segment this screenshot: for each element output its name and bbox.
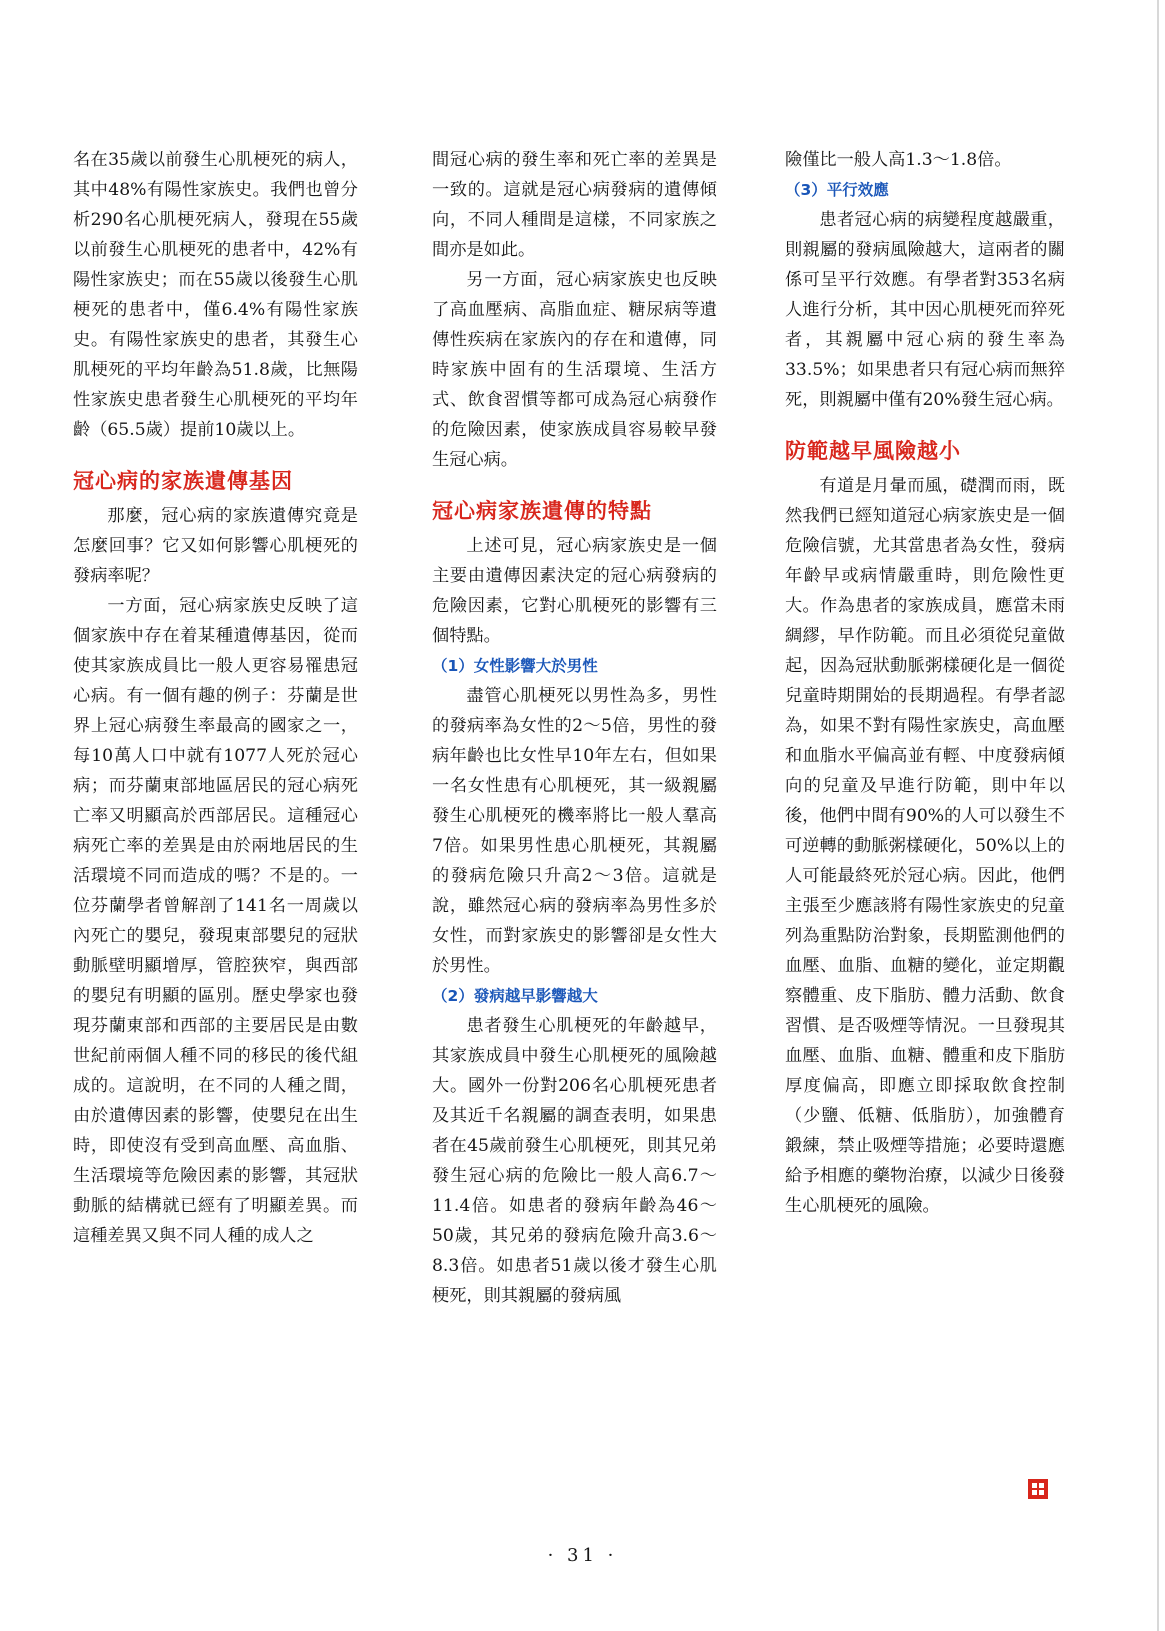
section-heading: 冠心病的家族遺傳基因	[73, 469, 293, 493]
scan-edge	[1157, 0, 1159, 1631]
section-gap	[785, 415, 1065, 431]
body-paragraph: 間冠心病的發生率和死亡率的差異是一致的。這就是冠心病發病的遺傳傾向，不同人種間是這樣，不同家族之間亦是如此。	[432, 150, 717, 260]
body-paragraph: 另一方面，冠心病家族史也反映了高血壓病、高脂血症、糖尿病等遺傳性疾病在家族內的存在和遺傳，同時家族中固有的生活環境、生活方式、飲食習慣等都可成為冠心病發作的危險因素，使家族成員容易較早發生冠心病。	[432, 270, 717, 470]
section-heading: 防範越早風險越小	[785, 439, 961, 463]
body-paragraph: 有道是月暈而風，礎潤而雨，既然我們已經知道冠心病家族史是一個危險信號，尤其當患者為女性，發病年齡早或病情嚴重時，則危險性更大。作為患者的家族成員，應當未雨綢繆，早作防範。而且必須從兒童做起，因為冠狀動脈粥樣硬化是一個從兒童時期開始的長期過程。有學者認為，如果不對有陽性家族史，高血壓和血脂水平偏高並有輕、中度發病傾向的兒童及早進行防範，則中年以後，他們中間有90%的人可以發生不可逆轉的動脈粥樣硬化，50%以上的人可能最終死於冠心病。因此，他們主張至少應該將有陽性家族史的兒童列為重點防治對象，長期監測他們的血壓、血脂、血糖的變化，並定期觀察體重、皮下脂肪、體力活動、飲食習慣、是否吸煙等情況。一旦發現其血壓、血脂、血糖、體重和皮下脂肪厚度偏高，即應立即採取飲食控制（少鹽、低糖、低脂肪），加強體育鍛練，禁止吸煙等措施；必要時還應給予相應的藥物治療，以減少日後發生心肌梗死的風險。	[785, 476, 1065, 1216]
body-paragraph: 上述可見，冠心病家族史是一個主要由遺傳因素決定的冠心病發病的危險因素，它對心肌梗死的影響有三個特點。	[432, 536, 717, 646]
body-paragraph: 盡管心肌梗死以男性為多，男性的發病率為女性的2～5倍，男性的發病年齡也比女性早10年左右，但如果一名女性患有心肌梗死，其一級親屬發生心肌梗死的機率將比一般人羣高7倍。如果男性患心肌梗死，其親屬的發病危險只升高2～3倍。這就是說，雖然冠心病的發病率為男性多於女性，而對家族史的影響卻是女性大於男性。	[432, 686, 717, 976]
article-end-mark-icon	[1027, 1478, 1049, 1500]
page-number: · 31 ·	[547, 1545, 618, 1566]
body-paragraph: 險僅比一般人高1.3～1.8倍。	[785, 150, 1012, 170]
subsection-heading: （2）發病越早影響越大	[432, 987, 598, 1005]
subsection-heading: （1）女性影響大於男性	[432, 657, 598, 675]
column-3	[785, 145, 1065, 1221]
column-1	[73, 145, 358, 1251]
section-heading: 冠心病家族遺傳的特點	[432, 499, 652, 523]
column-2	[432, 145, 717, 1311]
section-gap	[73, 445, 358, 461]
body-paragraph: 名在35歲以前發生心肌梗死的病人，其中48%有陽性家族史。我們也曾分析290名心肌梗死病人，發現在55歲以前發生心肌梗死的患者中，42%有陽性家族史；而在55歲以後發生心肌梗死的患者中，僅6.4%有陽性家族史。有陽性家族史的患者，其發生心肌梗死的平均年齡為51.8歲，比無陽性家族史患者發生心肌梗死的平均年齡（65.5歲）提前10歲以上。	[73, 150, 358, 440]
body-paragraph: 一方面，冠心病家族史反映了這個家族中存在着某種遺傳基因，從而使其家族成員比一般人更容易罹患冠心病。有一個有趣的例子：芬蘭是世界上冠心病發生率最高的國家之一，每10萬人口中就有1077人死於冠心病；而芬蘭東部地區居民的冠心病死亡率又明顯高於西部居民。這種冠心病死亡率的差異是由於兩地居民的生活環境不同而造成的嗎？不是的。一位芬蘭學者曾解剖了141名一周歲以內死亡的嬰兒，發現東部嬰兒的冠狀動脈壁明顯增厚，管腔狹窄，與西部的嬰兒有明顯的區別。歷史學家也發現芬蘭東部和西部的主要居民是由數世紀前兩個人種不同的移民的後代組成的。這說明，在不同的人種之間，由於遺傳因素的影響，使嬰兒在出生時，即使沒有受到高血壓、高血脂、生活環境等危險因素的影響，其冠狀動脈的結構就已經有了明顯差異。而這種差異又與不同人種的成人之	[73, 596, 358, 1246]
section-gap	[432, 475, 717, 491]
body-paragraph: 那麼，冠心病的家族遺傳究竟是怎麼回事？它又如何影響心肌梗死的發病率呢？	[73, 506, 358, 586]
body-paragraph: 患者發生心肌梗死的年齡越早，其家族成員中發生心肌梗死的風險越大。國外一份對206名心肌梗死患者及其近千名親屬的調查表明，如果患者在45歲前發生心肌梗死，則其兄弟發生冠心病的危險比一般人高6.7～11.4倍。如患者的發病年齡為46～50歲，其兄弟的發病危險升高3.6～8.3倍。如患者51歲以後才發生心肌梗死，則其親屬的發病風	[432, 1016, 717, 1306]
subsection-heading: （3）平行效應	[785, 181, 889, 199]
body-paragraph: 患者冠心病的病變程度越嚴重，則親屬的發病風險越大，這兩者的關係可呈平行效應。有學者對353名病人進行分析，其中因心肌梗死而猝死者，其親屬中冠心病的發生率為33.5%；如果患者只有冠心病而無猝死，則親屬中僅有20%發生冠心病。	[785, 210, 1065, 410]
